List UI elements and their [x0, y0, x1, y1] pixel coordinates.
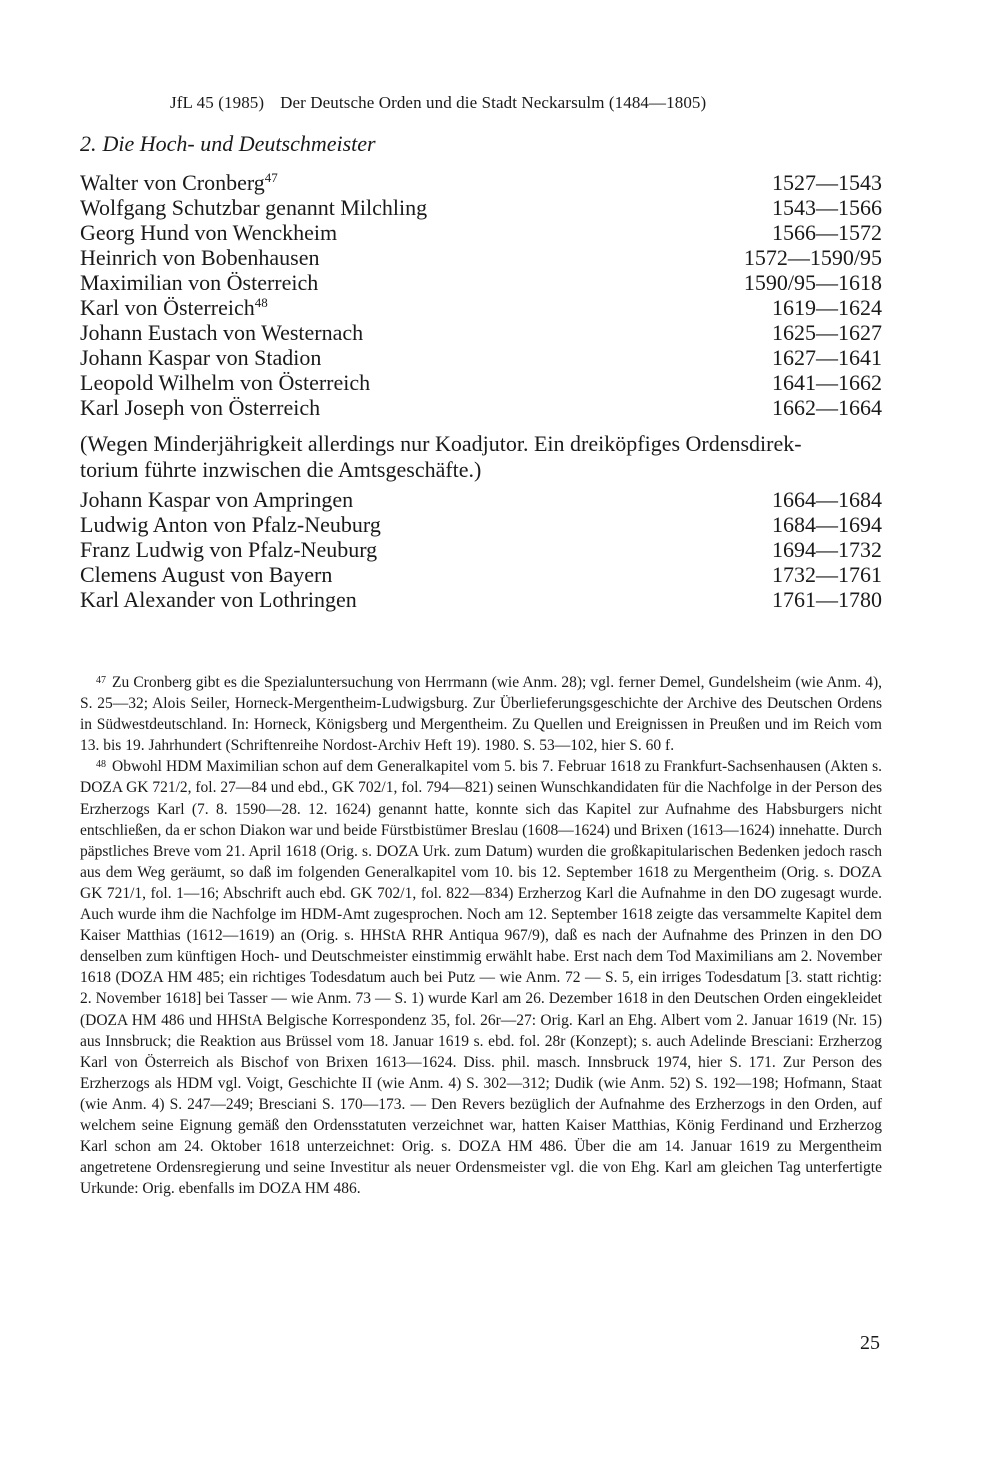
tenure-years: 1664—1684 [772, 487, 882, 512]
page-number: 25 [860, 1332, 880, 1354]
tenure-years: 1732—1761 [772, 562, 882, 587]
grandmaster-row [80, 487, 882, 512]
grandmaster-row [80, 562, 882, 587]
grandmaster-name-text: Johann Eustach von Westernach [80, 320, 364, 345]
tenure-years: 1566—1572 [772, 220, 882, 245]
tenure-years: 1625—1627 [772, 320, 882, 345]
grandmaster-row [80, 512, 882, 537]
tenure-years: 1590/95—1618 [743, 270, 882, 295]
journal-reference: JfL 45 (1985) [170, 93, 265, 112]
footnote-text: Zu Cronberg gibt es die Spezialuntersuchung von Herrmann (wie Anm. 28); vgl. ferner Demel, Gundelsheim (wie Anm. 4), S. 25—32; Alois Seiler, Horneck-Mergentheim-Ludwigsburg. Zur Überlieferungsgeschichte der Archive des Deutschen Ordens in Südwestdeutschland. In: Horneck, Königsberg und Mergentheim. Zu Quellen und Ereignissen in Preußen und im Reich vom 13. bis 19. Jahrhundert (Schriftenreihe Nordost-Archiv Heft 19). 1980. S. 53—102, hier S. 60 f. [80, 674, 882, 755]
tenure-years: 1694—1732 [772, 537, 882, 562]
grandmaster-name [80, 562, 332, 587]
grandmaster-name [80, 370, 370, 395]
tenure-years: 1641—1662 [772, 370, 882, 395]
interim-note [80, 431, 900, 483]
grandmaster-row [80, 295, 882, 320]
grandmaster-name [80, 320, 363, 345]
grandmaster-list-2 [80, 487, 882, 612]
tenure-years: 1627—1641 [772, 345, 882, 370]
footnote-number: 48 [96, 759, 106, 771]
tenure-years: 1572—1590/95 [743, 245, 882, 270]
grandmaster-row [80, 537, 882, 562]
grandmaster-name [80, 295, 268, 320]
grandmaster-name-text: Maximilian von Österreich [80, 270, 319, 295]
grandmaster-row [80, 345, 882, 370]
tenure-years: 1662—1664 [772, 395, 882, 420]
grandmaster-name-text: Franz Ludwig von Pfalz-Neuburg [80, 537, 378, 562]
footnote-number: 47 [96, 675, 106, 686]
grandmaster-name [80, 537, 377, 562]
footnote-reference: 48 [254, 295, 268, 310]
grandmaster-row [80, 395, 882, 420]
footnote-48 [80, 756, 882, 1199]
grandmaster-name-text: Leopold Wilhelm von Österreich [80, 370, 371, 395]
grandmaster-name-text: Heinrich von Bobenhausen [80, 245, 320, 270]
grandmaster-name-text: Johann Kaspar von Stadion [80, 345, 322, 370]
grandmaster-name-text: Johann Kaspar von Ampringen [80, 487, 354, 512]
grandmaster-name-text: Karl Alexander von Lothringen [80, 587, 357, 612]
grandmaster-name [80, 512, 381, 537]
grandmaster-name [80, 345, 321, 370]
grandmaster-name-text: Ludwig Anton von Pfalz-Neuburg [80, 512, 381, 537]
article-title: Der Deutsche Orden und die Stadt Neckarsulm (1484—1805) [280, 93, 707, 112]
grandmaster-name [80, 395, 320, 420]
grandmaster-name [80, 220, 337, 245]
grandmaster-name [80, 487, 353, 512]
footnote-reference: 47 [264, 170, 278, 185]
grandmaster-name-text: Walter von Cronberg [80, 170, 265, 195]
grandmaster-name [80, 270, 318, 295]
tenure-years: 1527—1543 [772, 170, 882, 195]
tenure-years: 1619—1624 [772, 295, 882, 320]
section-heading [80, 131, 376, 157]
grandmaster-row [80, 170, 882, 195]
grandmaster-name-text: Georg Hund von Wenckheim [80, 220, 338, 245]
grandmaster-name [80, 245, 320, 270]
grandmaster-row [80, 370, 882, 395]
footnotes [80, 672, 882, 1199]
grandmaster-name-text: Karl von Österreich [80, 295, 255, 320]
running-head [170, 93, 706, 113]
tenure-years: 1543—1566 [772, 195, 882, 220]
interim-note-line: (Wegen Minderjährigkeit allerdings nur Koadjutor. Ein dreiköpfiges Ordensdirek- [80, 431, 802, 456]
grandmaster-row [80, 245, 882, 270]
section-title: Die Hoch- und Deutschmeister [102, 131, 376, 156]
tenure-years: 1761—1780 [772, 587, 882, 612]
grandmaster-name [80, 170, 278, 195]
footnote-text: Obwohl HDM Maximilian schon auf dem Generalkapitel vom 5. bis 7. Februar 1618 zu Frankfurt-Sachsenhausen (Akten s. DOZA GK 721/2, fol. 27—84 und ebd., GK 702/1, fol. 794—821) seinen Wunschkandidaten für die Nachfolge in der Person des Erzherzogs Karl (7. 8. 1590—28. 12. 1624) genannt hatte, konnte sich das Kapitel zur Aufnahme des Habsburgers nicht entschließen, da er schon Diakon war und beide Fürstbistümer Breslau (1608—1624) und Brixen (1613—1624) innehatte. Durch päpstliches Breve vom 21. April 1618 (Orig. s. DOZA Urk. zum Datum) wurden die großkapitularischen Bedenken jedoch rasch aus dem Weg geräumt, so daß im folgenden Generalkapitel vom 10. bis 12. September 1618 zu Mergentheim (Orig. s. DOZA GK 721/1, fol. 1—16; Abschrift auch ebd. GK 702/1, fol. 822—834) Erzherzog Karl die Aufnahme in den DO zugesagt wurde. Auch wurde ihm die Nachfolge im HDM-Amt zugesprochen. Noch am 12. September 1618 zeigte das versammelte Kapitel dem Kaiser Matthias (1612—1619) an (Orig. s. HHStA RHR Antiqua 967/9), daß es nach der Aufnahme des Prinzen in den DO denselben zum künftigen Hoch- und Deutschmeister einstimmig erwählt habe. Erst nach dem Tod Maximilians am 2. November 1618 (DOZA HM 485; ein richtiges Todesdatum auch bei Putz — wie Anm. 72 — S. 5, ein irriges Todesdatum [3. statt richtig: 2. November 1618] bei Tasser — wie Anm. 73 — S. 1) wurde Karl am 26. Dezember 1618 in den Deutschen Orden eingekleidet (DOZA HM 486 und HHStA Belgische Korrespondenz 35, fol. 26r—27: Orig. Karl an Ehg. Albert vom 2. Januar 1619 (Nr. 15) aus Innsbruck; die Reaktion aus Brüssel vom 18. Januar 1619 s. ebd. fol. 28r (Konzept); s. auch Adelinde Bresciani: Erzherzog Karl von Österreich als Bischof von Brixen 1613—1624. Diss. phil. masch. Innsbruck 1974, hier S. 171. Zur Person des Erzherzogs als HDM vgl. Voigt, Geschichte II (wie Anm. 4) S. 302—312; Dudik (wie Anm. 52) S. 192—198; Hofmann, Staat (wie Anm. 4) S. 247—249; Bresciani S. 170—173. — Den Revers bezüglich der Aufnahme des Erzherzogs in den Orden, auf welchem seine Eignung gemäß den Ordensstatuten verzeichnet war, hatten Kaiser Matthias, König Ferdinand und Erzherzog Karl schon am 24. Oktober 1618 unterzeichnet: Orig. s. DOZA HM 486. Über die am 14. Januar 1619 zu Mergentheim angetretene Ordensregierung und seine Investitur als neuer Ordensmeister vgl. die von Ehg. Karl am gleichen Tag unterfertigte Urkunde: Orig. ebenfalls im DOZA HM 486. [80, 758, 882, 1198]
grandmaster-row [80, 195, 882, 220]
grandmaster-name-text: Wolfgang Schutzbar genannt Milchling [80, 195, 428, 220]
grandmaster-name-text: Karl Joseph von Österreich [80, 395, 321, 420]
grandmaster-row [80, 220, 882, 245]
grandmaster-row [80, 320, 882, 345]
grandmaster-row [80, 587, 882, 612]
grandmaster-name [80, 587, 357, 612]
grandmaster-row [80, 270, 882, 295]
grandmaster-list-1 [80, 170, 882, 420]
footnote-47 [80, 672, 882, 756]
grandmaster-name [80, 195, 427, 220]
interim-note-line: torium führte inzwischen die Amtsgeschäfte.) [80, 457, 482, 482]
tenure-years: 1684—1694 [772, 512, 882, 537]
section-number: 2. [80, 131, 97, 156]
grandmaster-name-text: Clemens August von Bayern [80, 562, 333, 587]
